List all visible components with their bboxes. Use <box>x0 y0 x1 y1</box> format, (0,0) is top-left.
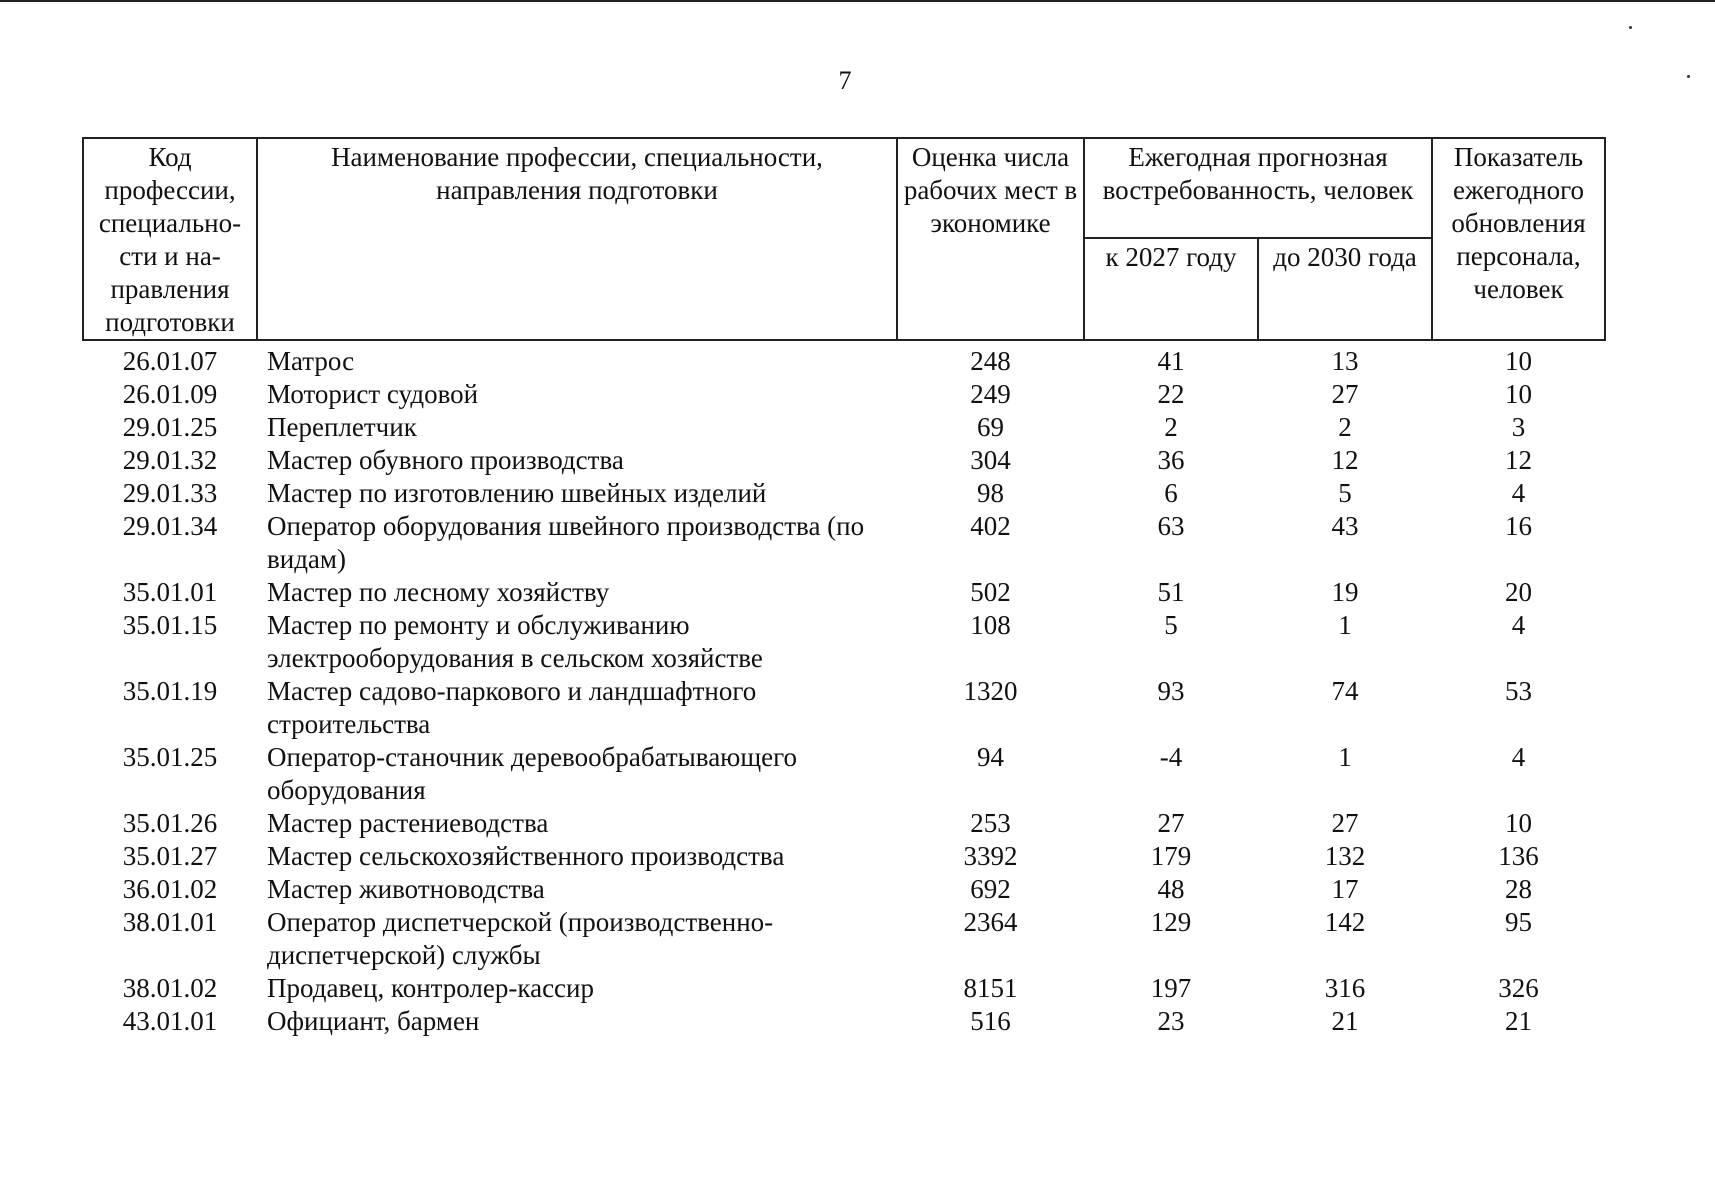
cell-demand-2030: 27 <box>1331 379 1359 409</box>
cell-jobs: 108 <box>970 610 1011 640</box>
table-row <box>83 444 1605 477</box>
table-row <box>83 609 1605 675</box>
table-row <box>83 576 1605 609</box>
cell-jobs: 1320 <box>963 676 1018 706</box>
cell-jobs: 249 <box>970 379 1011 409</box>
cell-renewal: 95 <box>1505 907 1533 937</box>
cell-demand-2027: 48 <box>1157 874 1185 904</box>
cell-renewal: 136 <box>1498 841 1539 871</box>
table-row <box>83 510 1605 576</box>
cell-jobs: 2364 <box>963 907 1018 937</box>
cell-demand-2027: 41 <box>1157 346 1185 376</box>
profession-demand-table <box>82 137 1606 1038</box>
cell-demand-2030: 43 <box>1331 511 1359 541</box>
cell-demand-2030: 132 <box>1324 841 1366 871</box>
cell-jobs: 304 <box>970 445 1011 475</box>
cell-jobs: 692 <box>970 874 1011 904</box>
cell-renewal: 21 <box>1505 1006 1533 1036</box>
header-name: Наименование профессии, специальности, направления подготовки <box>257 138 897 340</box>
cell-demand-2030: 21 <box>1331 1006 1359 1036</box>
table-row <box>83 411 1605 444</box>
cell-renewal: 16 <box>1505 511 1533 541</box>
table-row <box>83 477 1605 510</box>
header-demand-2027: к 2027 году <box>1084 238 1258 340</box>
cell-name: Мастер по лесному хозяйству <box>267 577 610 607</box>
cell-jobs: 253 <box>970 808 1011 838</box>
cell-jobs: 402 <box>970 511 1011 541</box>
top-rule <box>0 0 1715 2</box>
cell-demand-2027: 23 <box>1157 1006 1185 1036</box>
cell-name: Мастер животноводства <box>267 874 545 904</box>
cell-code: 43.01.01 <box>122 1006 218 1036</box>
cell-renewal: 4 <box>1511 478 1526 508</box>
scan-speck <box>1629 26 1632 29</box>
cell-code: 26.01.09 <box>122 379 218 409</box>
table-row <box>83 873 1605 906</box>
cell-jobs: 3392 <box>963 841 1018 871</box>
cell-demand-2030: 13 <box>1331 346 1359 376</box>
cell-demand-2030: 17 <box>1331 874 1359 904</box>
cell-renewal: 10 <box>1505 808 1533 838</box>
cell-demand-2027: 6 <box>1164 478 1178 508</box>
cell-demand-2030: 12 <box>1331 445 1359 475</box>
cell-name: Переплетчик <box>267 412 417 442</box>
cell-demand-2030: 316 <box>1324 973 1366 1003</box>
table-header <box>83 138 1605 340</box>
table-row <box>83 378 1605 411</box>
cell-name: Оператор оборудования швейного производства (по видам) <box>267 511 865 574</box>
cell-jobs: 502 <box>970 577 1011 607</box>
header-code: Код профессии, специально-сти и на-правления подготовки <box>83 138 257 340</box>
cell-demand-2027: 63 <box>1157 511 1185 541</box>
header-demand-group: Ежегодная прогнозная востребованность, человек <box>1084 138 1432 238</box>
cell-code: 36.01.02 <box>122 874 218 904</box>
cell-jobs: 98 <box>977 478 1004 508</box>
cell-demand-2027: 129 <box>1150 907 1192 937</box>
cell-jobs: 248 <box>970 346 1011 376</box>
cell-code: 35.01.19 <box>122 676 218 706</box>
cell-demand-2030: 1 <box>1338 610 1352 640</box>
cell-renewal: 4 <box>1511 610 1526 640</box>
cell-jobs: 516 <box>970 1006 1011 1036</box>
table-body <box>83 340 1605 1038</box>
cell-name: Моторист судовой <box>267 379 479 409</box>
cell-renewal: 20 <box>1505 577 1533 607</box>
cell-code: 29.01.32 <box>122 445 218 475</box>
cell-renewal: 10 <box>1505 346 1533 376</box>
cell-renewal: 3 <box>1511 412 1526 442</box>
cell-demand-2027: 179 <box>1150 841 1192 871</box>
header-renewal: Показатель ежегодного обновления персонала, человек <box>1432 138 1605 340</box>
table-row <box>83 741 1605 807</box>
cell-renewal: 10 <box>1505 379 1533 409</box>
cell-code: 35.01.26 <box>122 808 218 838</box>
cell-renewal: 326 <box>1498 973 1539 1003</box>
cell-code: 35.01.27 <box>122 841 218 871</box>
cell-name: Матрос <box>267 346 355 376</box>
cell-code: 35.01.25 <box>122 742 218 772</box>
cell-demand-2030: 1 <box>1338 742 1352 772</box>
cell-demand-2030: 19 <box>1331 577 1359 607</box>
cell-demand-2027: 22 <box>1157 379 1185 409</box>
cell-code: 35.01.01 <box>122 577 218 607</box>
table-row <box>83 807 1605 840</box>
table-row <box>83 840 1605 873</box>
table-row <box>83 340 1605 378</box>
cell-code: 35.01.15 <box>122 610 218 640</box>
cell-name: Мастер садово-паркового и ландшафтного строительства <box>267 676 757 739</box>
cell-demand-2027: 27 <box>1157 808 1185 838</box>
cell-demand-2030: 142 <box>1324 907 1366 937</box>
cell-demand-2027: 2 <box>1164 412 1178 442</box>
cell-renewal: 53 <box>1505 676 1533 706</box>
table-row <box>83 972 1605 1005</box>
cell-name: Официант, бармен <box>267 1006 480 1036</box>
cell-demand-2027: 51 <box>1157 577 1185 607</box>
cell-name: Продавец, контролер-кассир <box>267 973 594 1003</box>
cell-demand-2027: 197 <box>1150 973 1192 1003</box>
cell-name: Оператор диспетчерской (производственно-диспетчерской) службы <box>267 907 774 970</box>
cell-name: Мастер обувного производства <box>267 445 624 475</box>
header-demand-2030: до 2030 года <box>1258 238 1432 340</box>
cell-code: 29.01.34 <box>122 511 218 541</box>
cell-demand-2030: 2 <box>1338 412 1352 442</box>
page-number: 7 <box>838 66 852 95</box>
cell-code: 38.01.02 <box>122 973 218 1003</box>
cell-name: Мастер по изготовлению швейных изделий <box>267 478 767 508</box>
cell-jobs: 8151 <box>963 973 1018 1003</box>
header-jobs: Оценка числа рабочих мест в экономике <box>897 138 1084 340</box>
cell-demand-2030: 27 <box>1331 808 1359 838</box>
table-row <box>83 906 1605 972</box>
cell-demand-2027: 5 <box>1164 610 1178 640</box>
cell-demand-2027: 36 <box>1157 445 1185 475</box>
cell-renewal: 12 <box>1505 445 1533 475</box>
cell-code: 26.01.07 <box>122 346 218 376</box>
cell-demand-2030: 5 <box>1338 478 1352 508</box>
cell-name: Оператор-станочник деревообрабатывающего оборудования <box>267 742 798 805</box>
cell-code: 29.01.33 <box>122 478 218 508</box>
cell-code: 38.01.01 <box>122 907 218 937</box>
table-row <box>83 675 1605 741</box>
cell-demand-2027: -4 <box>1159 742 1183 772</box>
cell-renewal: 4 <box>1511 742 1526 772</box>
cell-jobs: 94 <box>977 742 1004 772</box>
cell-renewal: 28 <box>1505 874 1533 904</box>
cell-code: 29.01.25 <box>122 412 218 442</box>
cell-name: Мастер растениеводства <box>267 808 549 838</box>
cell-demand-2030: 74 <box>1331 676 1359 706</box>
cell-jobs: 69 <box>977 412 1004 442</box>
cell-name: Мастер сельскохозяйственного производства <box>267 841 785 871</box>
cell-name: Мастер по ремонту и обслуживанию электрооборудования в сельском хозяйстве <box>267 610 763 673</box>
cell-demand-2027: 93 <box>1157 676 1185 706</box>
table-row <box>83 1005 1605 1038</box>
